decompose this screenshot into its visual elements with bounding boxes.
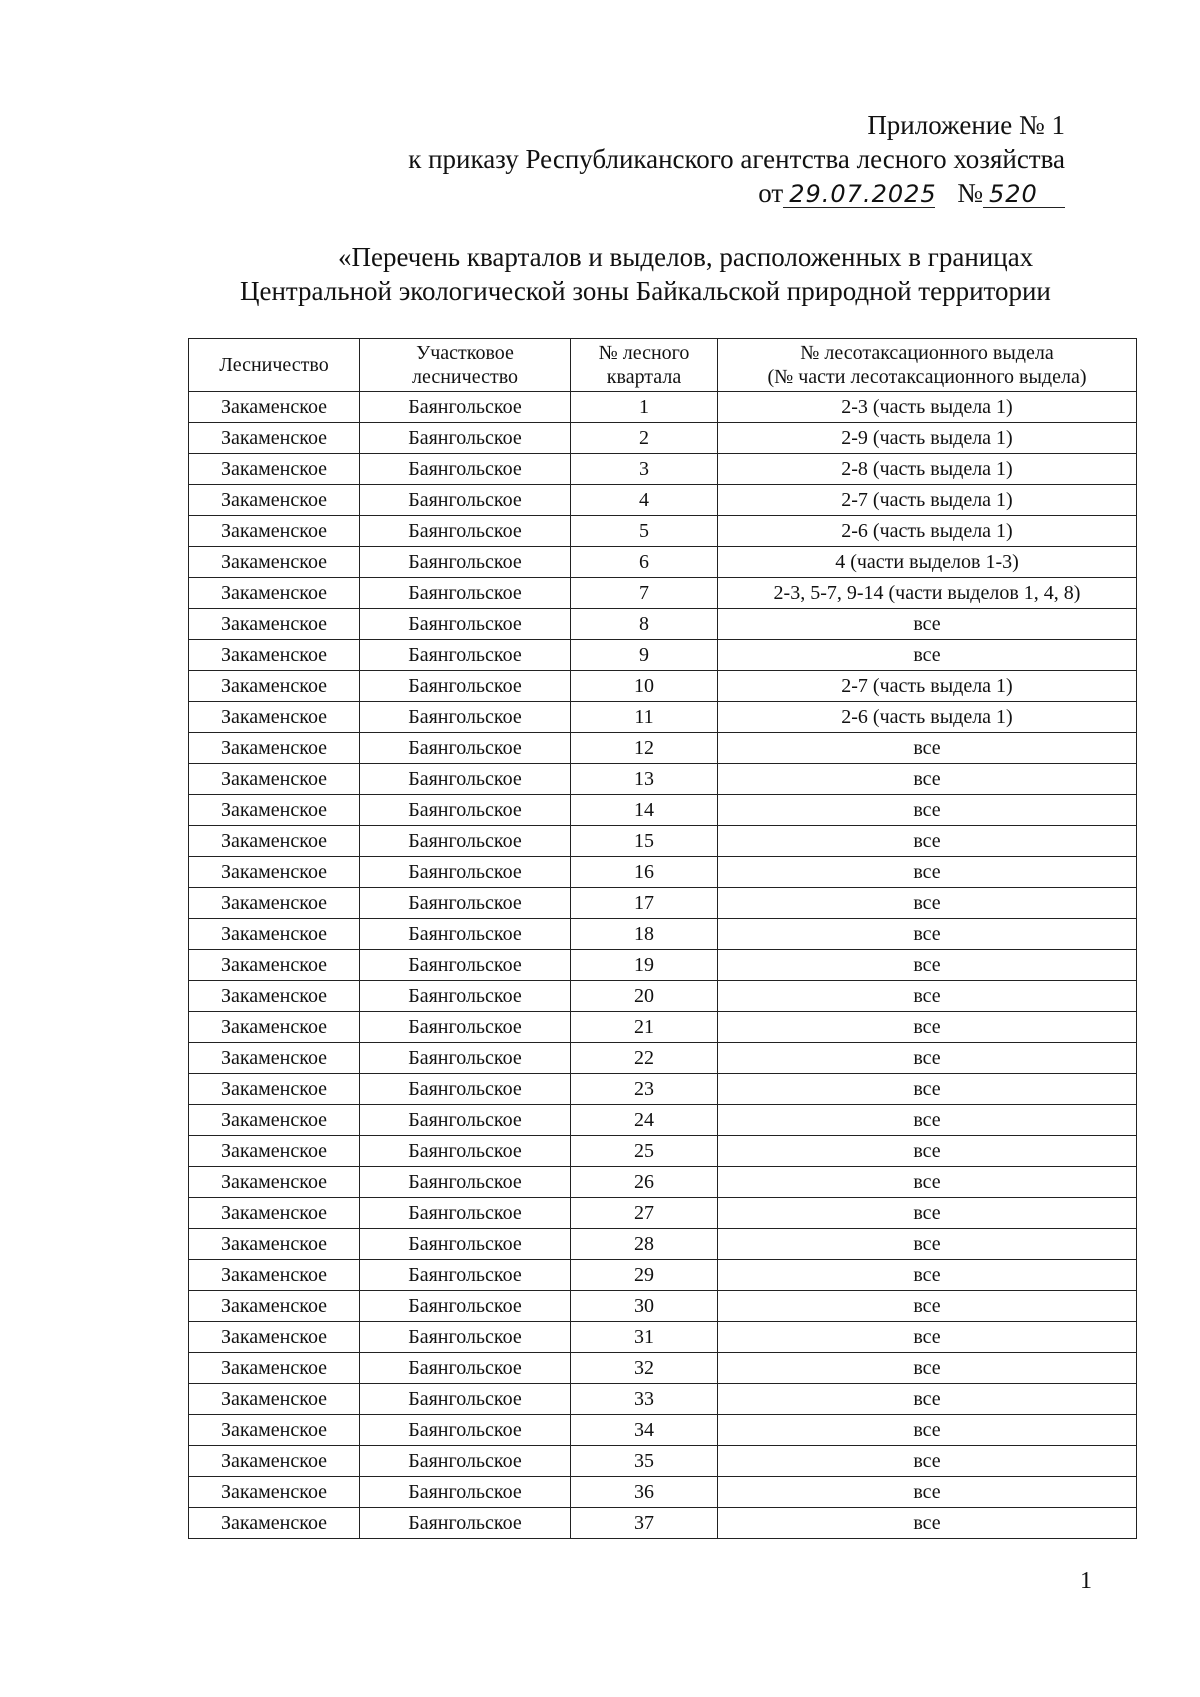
cell-plot-numbers: все (718, 1291, 1137, 1322)
cell-quarter-number: 17 (571, 888, 718, 919)
cell-plot-numbers: все (718, 950, 1137, 981)
cell-plot-numbers: все (718, 1353, 1137, 1384)
cell-forestry: Закаменское (189, 454, 360, 485)
cell-district-forestry: Баянгольское (360, 485, 571, 516)
cell-plot-numbers: все (718, 981, 1137, 1012)
cell-plot-numbers: все (718, 1167, 1137, 1198)
cell-quarter-number: 8 (571, 609, 718, 640)
table-row (189, 547, 1137, 578)
cell-forestry: Закаменское (189, 795, 360, 826)
cell-plot-numbers: все (718, 857, 1137, 888)
cell-forestry: Закаменское (189, 1074, 360, 1105)
cell-plot-numbers: все (718, 1136, 1137, 1167)
handwritten-order-number: 520 (983, 181, 1065, 208)
cell-forestry: Закаменское (189, 1012, 360, 1043)
cell-forestry: Закаменское (189, 1508, 360, 1539)
cell-plot-numbers: все (718, 1229, 1137, 1260)
cell-district-forestry: Баянгольское (360, 1136, 571, 1167)
cell-district-forestry: Баянгольское (360, 1322, 571, 1353)
cell-district-forestry: Баянгольское (360, 826, 571, 857)
cell-district-forestry: Баянгольское (360, 919, 571, 950)
table-row (189, 1384, 1137, 1415)
cell-plot-numbers: все (718, 919, 1137, 950)
cell-quarter-number: 31 (571, 1322, 718, 1353)
table-row (189, 1136, 1137, 1167)
cell-district-forestry: Баянгольское (360, 857, 571, 888)
table-row (189, 1353, 1137, 1384)
cell-district-forestry: Баянгольское (360, 1167, 571, 1198)
cell-plot-numbers: все (718, 609, 1137, 640)
cell-plot-numbers: 2-8 (часть выдела 1) (718, 454, 1137, 485)
cell-plot-numbers: 2-6 (часть выдела 1) (718, 702, 1137, 733)
cell-quarter-number: 26 (571, 1167, 718, 1198)
cell-quarter-number: 14 (571, 795, 718, 826)
cell-plot-numbers: все (718, 1322, 1137, 1353)
cell-district-forestry: Баянгольское (360, 1012, 571, 1043)
cell-district-forestry: Баянгольское (360, 1353, 571, 1384)
table-row (189, 1229, 1137, 1260)
cell-district-forestry: Баянгольское (360, 578, 571, 609)
cell-quarter-number: 4 (571, 485, 718, 516)
table-row (189, 1198, 1137, 1229)
cell-plot-numbers: 2-7 (часть выдела 1) (718, 485, 1137, 516)
table-row (189, 981, 1137, 1012)
cell-quarter-number: 19 (571, 950, 718, 981)
table-row (189, 454, 1137, 485)
cell-district-forestry: Баянгольское (360, 423, 571, 454)
table-row (189, 485, 1137, 516)
cell-district-forestry: Баянгольское (360, 1105, 571, 1136)
number-prefix: № (957, 178, 983, 208)
cell-district-forestry: Баянгольское (360, 981, 571, 1012)
cell-district-forestry: Баянгольское (360, 1198, 571, 1229)
cell-quarter-number: 18 (571, 919, 718, 950)
appendix-title: Приложение № 1 (867, 110, 1065, 140)
cell-quarter-number: 7 (571, 578, 718, 609)
cell-quarter-number: 16 (571, 857, 718, 888)
cell-forestry: Закаменское (189, 826, 360, 857)
cell-forestry: Закаменское (189, 516, 360, 547)
table-row (189, 1477, 1137, 1508)
cell-quarter-number: 23 (571, 1074, 718, 1105)
table-row (189, 888, 1137, 919)
order-reference: к приказу Республиканского агентства лесного хозяйства (408, 144, 1065, 174)
cell-plot-numbers: все (718, 888, 1137, 919)
cell-quarter-number: 32 (571, 1353, 718, 1384)
cell-forestry: Закаменское (189, 640, 360, 671)
cell-quarter-number: 35 (571, 1446, 718, 1477)
cell-forestry: Закаменское (189, 485, 360, 516)
cell-forestry: Закаменское (189, 423, 360, 454)
cell-forestry: Закаменское (189, 1384, 360, 1415)
cell-district-forestry: Баянгольское (360, 1415, 571, 1446)
cell-plot-numbers: 4 (части выделов 1-3) (718, 547, 1137, 578)
cell-plot-numbers: 2-6 (часть выдела 1) (718, 516, 1137, 547)
cell-district-forestry: Баянгольское (360, 702, 571, 733)
table-row (189, 1446, 1137, 1477)
cell-district-forestry: Баянгольское (360, 764, 571, 795)
cell-forestry: Закаменское (189, 1291, 360, 1322)
cell-district-forestry: Баянгольское (360, 1477, 571, 1508)
cell-forestry: Закаменское (189, 950, 360, 981)
table-row (189, 1043, 1137, 1074)
cell-forestry: Закаменское (189, 764, 360, 795)
header-plot-number: № лесотаксационного выдела (№ части лесотаксационного выдела) (718, 339, 1137, 392)
cell-district-forestry: Баянгольское (360, 1291, 571, 1322)
table-row (189, 702, 1137, 733)
cell-plot-numbers: все (718, 640, 1137, 671)
cell-quarter-number: 21 (571, 1012, 718, 1043)
cell-plot-numbers: все (718, 1105, 1137, 1136)
cell-quarter-number: 24 (571, 1105, 718, 1136)
cell-district-forestry: Баянгольское (360, 547, 571, 578)
cell-district-forestry: Баянгольское (360, 950, 571, 981)
cell-plot-numbers: 2-3, 5-7, 9-14 (части выделов 1, 4, 8) (718, 578, 1137, 609)
cell-district-forestry: Баянгольское (360, 1229, 571, 1260)
table-row (189, 1291, 1137, 1322)
cell-plot-numbers: все (718, 1260, 1137, 1291)
table-row (189, 392, 1137, 423)
cell-district-forestry: Баянгольское (360, 1508, 571, 1539)
cell-forestry: Закаменское (189, 919, 360, 950)
title-line-2: Центральной экологической зоны Байкальской природной территории (240, 276, 1051, 306)
cell-forestry: Закаменское (189, 733, 360, 764)
table-row (189, 950, 1137, 981)
appendix-header (408, 108, 1065, 210)
cell-forestry: Закаменское (189, 1260, 360, 1291)
table-row (189, 1260, 1137, 1291)
cell-quarter-number: 5 (571, 516, 718, 547)
date-prefix: от (758, 178, 784, 208)
cell-forestry: Закаменское (189, 578, 360, 609)
header-quarter-number: № лесного квартала (571, 339, 718, 392)
cell-district-forestry: Баянгольское (360, 609, 571, 640)
cell-forestry: Закаменское (189, 1446, 360, 1477)
cell-forestry: Закаменское (189, 1043, 360, 1074)
cell-plot-numbers: все (718, 1074, 1137, 1105)
cell-plot-numbers: все (718, 1446, 1137, 1477)
table-row (189, 1508, 1137, 1539)
cell-forestry: Закаменское (189, 392, 360, 423)
cell-district-forestry: Баянгольское (360, 1260, 571, 1291)
header-district-forestry: Участковое лесничество (360, 339, 571, 392)
cell-quarter-number: 22 (571, 1043, 718, 1074)
table-row (189, 1415, 1137, 1446)
cell-forestry: Закаменское (189, 1477, 360, 1508)
cell-plot-numbers: все (718, 795, 1137, 826)
cell-district-forestry: Баянгольское (360, 1446, 571, 1477)
cell-forestry: Закаменское (189, 1105, 360, 1136)
page-number: 1 (1080, 1568, 1092, 1594)
cell-forestry: Закаменское (189, 547, 360, 578)
cell-forestry: Закаменское (189, 1136, 360, 1167)
cell-quarter-number: 29 (571, 1260, 718, 1291)
handwritten-date: 29.07.2025 (783, 181, 935, 208)
cell-quarter-number: 36 (571, 1477, 718, 1508)
cell-forestry: Закаменское (189, 857, 360, 888)
table-row (189, 578, 1137, 609)
table-row (189, 423, 1137, 454)
cell-quarter-number: 12 (571, 733, 718, 764)
cell-forestry: Закаменское (189, 981, 360, 1012)
title-line-1: «Перечень кварталов и выделов, расположенных в границах (338, 242, 1034, 272)
cell-quarter-number: 10 (571, 671, 718, 702)
cell-forestry: Закаменское (189, 888, 360, 919)
cell-quarter-number: 11 (571, 702, 718, 733)
cell-forestry: Закаменское (189, 609, 360, 640)
cell-quarter-number: 20 (571, 981, 718, 1012)
table-row (189, 733, 1137, 764)
table-row (189, 795, 1137, 826)
cell-district-forestry: Баянгольское (360, 454, 571, 485)
table-row (189, 764, 1137, 795)
table-row (189, 826, 1137, 857)
table-row (189, 1105, 1137, 1136)
table-row (189, 1322, 1137, 1353)
cell-quarter-number: 1 (571, 392, 718, 423)
cell-forestry: Закаменское (189, 1229, 360, 1260)
cell-plot-numbers: все (718, 1415, 1137, 1446)
cell-plot-numbers: 2-7 (часть выдела 1) (718, 671, 1137, 702)
cell-quarter-number: 28 (571, 1229, 718, 1260)
cell-forestry: Закаменское (189, 1322, 360, 1353)
cell-quarter-number: 33 (571, 1384, 718, 1415)
cell-plot-numbers: все (718, 1508, 1137, 1539)
cell-plot-numbers: все (718, 1012, 1137, 1043)
cell-district-forestry: Баянгольское (360, 795, 571, 826)
table-row (189, 516, 1137, 547)
cell-district-forestry: Баянгольское (360, 516, 571, 547)
cell-quarter-number: 37 (571, 1508, 718, 1539)
cell-quarter-number: 25 (571, 1136, 718, 1167)
cell-district-forestry: Баянгольское (360, 1043, 571, 1074)
cell-quarter-number: 15 (571, 826, 718, 857)
cell-district-forestry: Баянгольское (360, 1074, 571, 1105)
cell-district-forestry: Баянгольское (360, 888, 571, 919)
table-row (189, 640, 1137, 671)
table-row (189, 919, 1137, 950)
table-row (189, 609, 1137, 640)
order-date-number-line (408, 176, 1065, 210)
cell-plot-numbers: все (718, 826, 1137, 857)
table-row (189, 857, 1137, 888)
cell-district-forestry: Баянгольское (360, 1384, 571, 1415)
cell-quarter-number: 27 (571, 1198, 718, 1229)
document-title (0, 240, 1200, 308)
cell-quarter-number: 3 (571, 454, 718, 485)
cell-plot-numbers: все (718, 764, 1137, 795)
cell-quarter-number: 13 (571, 764, 718, 795)
cell-forestry: Закаменское (189, 1415, 360, 1446)
cell-plot-numbers: 2-3 (часть выдела 1) (718, 392, 1137, 423)
cell-plot-numbers: 2-9 (часть выдела 1) (718, 423, 1137, 454)
cell-district-forestry: Баянгольское (360, 640, 571, 671)
cell-plot-numbers: все (718, 1384, 1137, 1415)
cell-quarter-number: 9 (571, 640, 718, 671)
cell-plot-numbers: все (718, 1198, 1137, 1229)
quarters-table (188, 338, 1137, 1539)
cell-quarter-number: 30 (571, 1291, 718, 1322)
cell-forestry: Закаменское (189, 1198, 360, 1229)
cell-quarter-number: 2 (571, 423, 718, 454)
cell-quarter-number: 34 (571, 1415, 718, 1446)
table-row (189, 1074, 1137, 1105)
table-row (189, 1167, 1137, 1198)
header-forestry: Лесничество (189, 339, 360, 392)
cell-plot-numbers: все (718, 1477, 1137, 1508)
cell-quarter-number: 6 (571, 547, 718, 578)
cell-district-forestry: Баянгольское (360, 392, 571, 423)
cell-district-forestry: Баянгольское (360, 733, 571, 764)
cell-forestry: Закаменское (189, 671, 360, 702)
cell-plot-numbers: все (718, 1043, 1137, 1074)
cell-forestry: Закаменское (189, 702, 360, 733)
table-row (189, 1012, 1137, 1043)
table-row (189, 671, 1137, 702)
cell-plot-numbers: все (718, 733, 1137, 764)
cell-forestry: Закаменское (189, 1353, 360, 1384)
cell-district-forestry: Баянгольское (360, 671, 571, 702)
cell-forestry: Закаменское (189, 1167, 360, 1198)
table-header-row (189, 339, 1137, 392)
